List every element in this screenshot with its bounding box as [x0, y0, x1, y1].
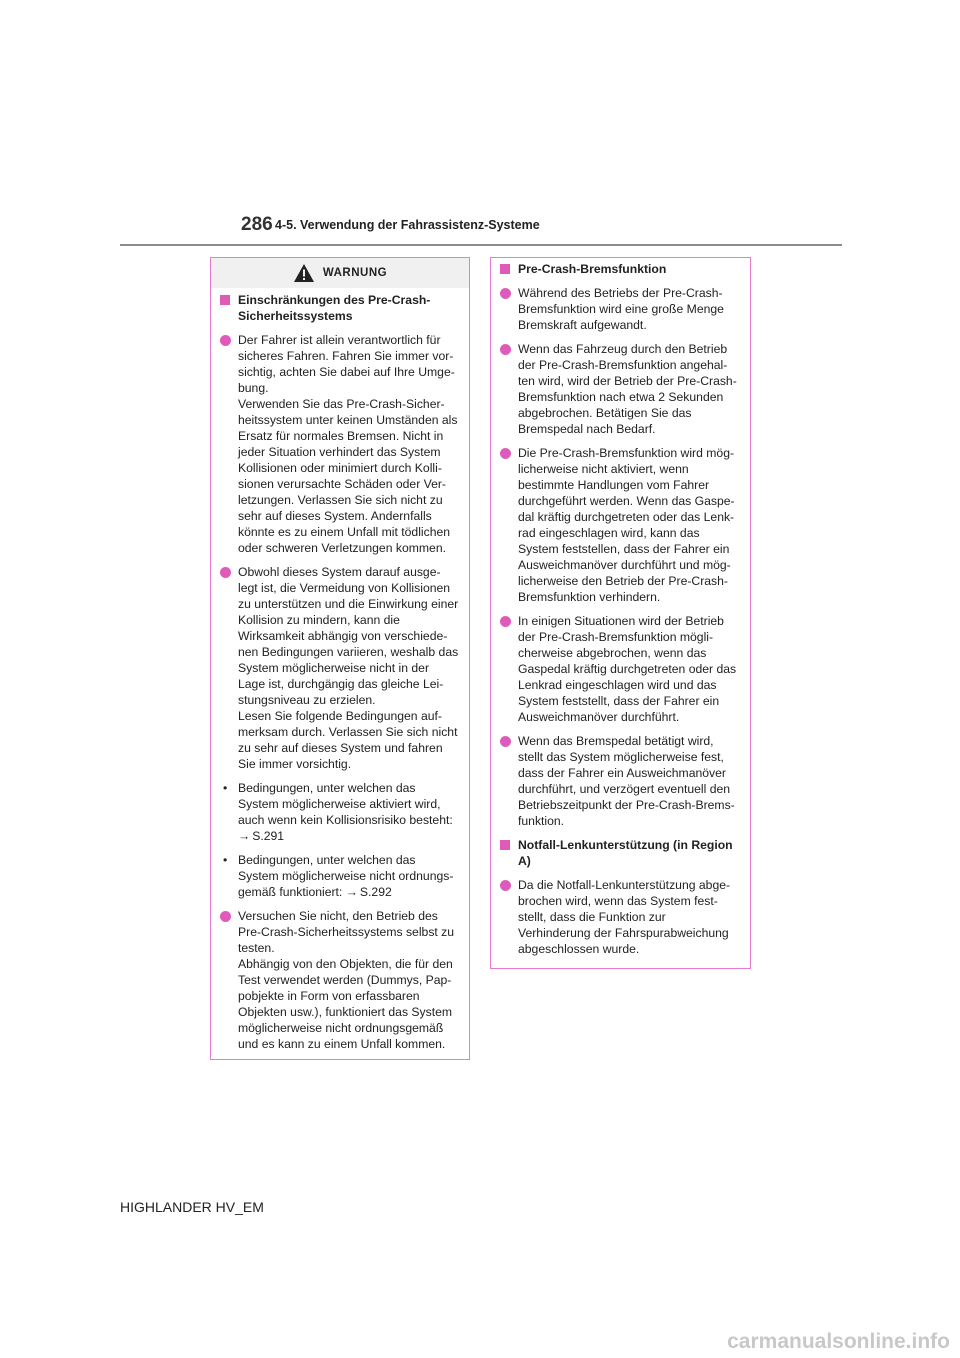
list-item: In einigen Situationen wird der Betrieb der Pre-Crash-Bremsfunktion mögli-cherweise abgebrochen, wenn das Gaspedal kräftig durchgetreten oder das Lenkrad eingeschlagen wird und das System feststellt, dass der Fahrer ein Ausweichmanöver durchführt. [500, 613, 740, 725]
list-item: Da die Notfall-Lenkunterstützung abge-brochen wird, wenn das System fest-stellt, dass die Funktion zur Verhinderung der Fahrspurabweichung abgeschlossen wurde. [500, 877, 740, 957]
page-reference-link[interactable]: S.291 [252, 829, 285, 843]
list-item: Obwohl dieses System darauf ausge-legt ist, die Vermeidung von Kollisionen zu unterstützen und die Einwirkung einer Kollision zu mindern, kann die Wirksamkeit abhängig von verschiede-nen Bedingungen variieren, weshalb das System möglicherweise nicht in der Lage ist, durchgängig das gleiche Lei-stungsniveau zu erzielen. Lesen Sie folgende Bedingungen auf-merksam durch. Verlassen Sie sich nicht zu sehr auf dieses System und fahren Sie immer vorsichtig. [220, 564, 459, 772]
round-bullet-icon [500, 288, 511, 299]
footer-watermark: carmanualsonline.info [727, 1330, 950, 1353]
page-reference-link[interactable]: S.292 [359, 885, 392, 899]
warning-header [211, 258, 469, 288]
list-item: Wenn das Fahrzeug durch den Betrieb der Pre-Crash-Bremsfunktion angehal-ten wird, wird der Betrieb der Pre-Crash-Bremsfunktion nach etwa 2 Sekunden abgebrochen. Betätigen Sie das Bremspedal nach Bedarf. [500, 341, 740, 437]
list-item: Versuchen Sie nicht, den Betrieb des Pre-Crash-Sicherheitssystems selbst zu testen. Abhängig von den Objekten, die für den Test verwendet werden (Dummys, Pap-pobjekte in Form von erfassbaren Objekten usw.), funktioniert das System möglicherweise nicht ordnungsgemäß und es kann zu einem Unfall kommen. [220, 908, 459, 1052]
footer-model: HIGHLANDER HV_EM [120, 1199, 264, 1215]
warning-title: WARNUNG [322, 267, 388, 279]
sub-list-item: • Bedingungen, unter welchen das System möglicherweise nicht ordnungs-gemäß funktioniert: → S.292 [223, 853, 454, 899]
sub-list-item: • Bedingungen, unter welchen das System möglicherweise aktiviert wird, auch wenn kein Kollisionsrisiko besteht: → S.291 [223, 781, 453, 843]
list-item: Der Fahrer ist allein verantwortlich für sicheres Fahren. Fahren Sie immer vor-sichtig, achten Sie dabei auf Ihre Umge-bung. Verwenden Sie das Pre-Crash-Sicher-heitssystem unter keinen Umständen als Ersatz für normales Bremsen. Nicht in jeder Situation verhindert das System Kollisionen oder minimiert durch Kolli-sionen verursachte Schäden oder Ver-letzungen. Verlassen Sie sich nicht zu sehr auf dieses System. Andernfalls könnte es zu einem Unfall mit tödlichen oder schweren Verletzungen kommen. [220, 332, 459, 556]
section-title: 4-5. Verwendung der Fahrassistenz-Systeme [275, 218, 540, 232]
warning-box [210, 257, 470, 1060]
warning-heading: Einschränkungen des Pre-Crash-Sicherheitssystems [220, 292, 459, 324]
info-content [491, 258, 750, 973]
square-bullet-icon [500, 840, 510, 850]
info-heading: Pre-Crash-Bremsfunktion [500, 261, 740, 277]
small-bullet-icon: • [223, 781, 228, 795]
small-bullet-icon: • [223, 853, 228, 867]
square-bullet-icon [220, 295, 230, 305]
warning-content [211, 288, 469, 1068]
arrow-right-icon: → [238, 829, 251, 843]
info-heading: Notfall-Lenkunterstützung (in Region A) [500, 837, 740, 869]
round-bullet-icon [500, 616, 511, 627]
list-item: Die Pre-Crash-Bremsfunktion wird mög-licherweise nicht aktiviert, wenn bestimmte Handlungen vom Fahrer durchgeführt werden. Wenn das Gaspe-dal kräftig durchgetreten oder das Lenk-rad eingeschlagen wird, kann das System feststellen, dass der Fahrer ein Ausweichmanöver durchführt und mög-licherweise den Betrieb der Pre-Crash-Bremsfunktion verhindern. [500, 445, 740, 605]
list-item: Während des Betriebs der Pre-Crash-Bremsfunktion wird eine große Menge Bremskraft aufgewandt. [500, 285, 740, 333]
round-bullet-icon [500, 880, 511, 891]
round-bullet-icon [220, 911, 231, 922]
info-box [490, 257, 751, 969]
round-bullet-icon [500, 736, 511, 747]
list-item: Wenn das Bremspedal betätigt wird, stellt das System möglicherweise fest, dass der Fahrer ein Ausweichmanöver durchführt, und verzögert eventuell den Betriebszeitpunkt der Pre-Crash-Brems-funktion. [500, 733, 740, 829]
round-bullet-icon [500, 344, 511, 355]
page-number: 286 [241, 214, 273, 235]
square-bullet-icon [500, 264, 510, 274]
warning-triangle-icon [293, 263, 315, 283]
round-bullet-icon [220, 567, 231, 578]
round-bullet-icon [500, 448, 511, 459]
arrow-right-icon: → [345, 885, 358, 899]
round-bullet-icon [220, 335, 231, 346]
header-rule [120, 244, 842, 246]
